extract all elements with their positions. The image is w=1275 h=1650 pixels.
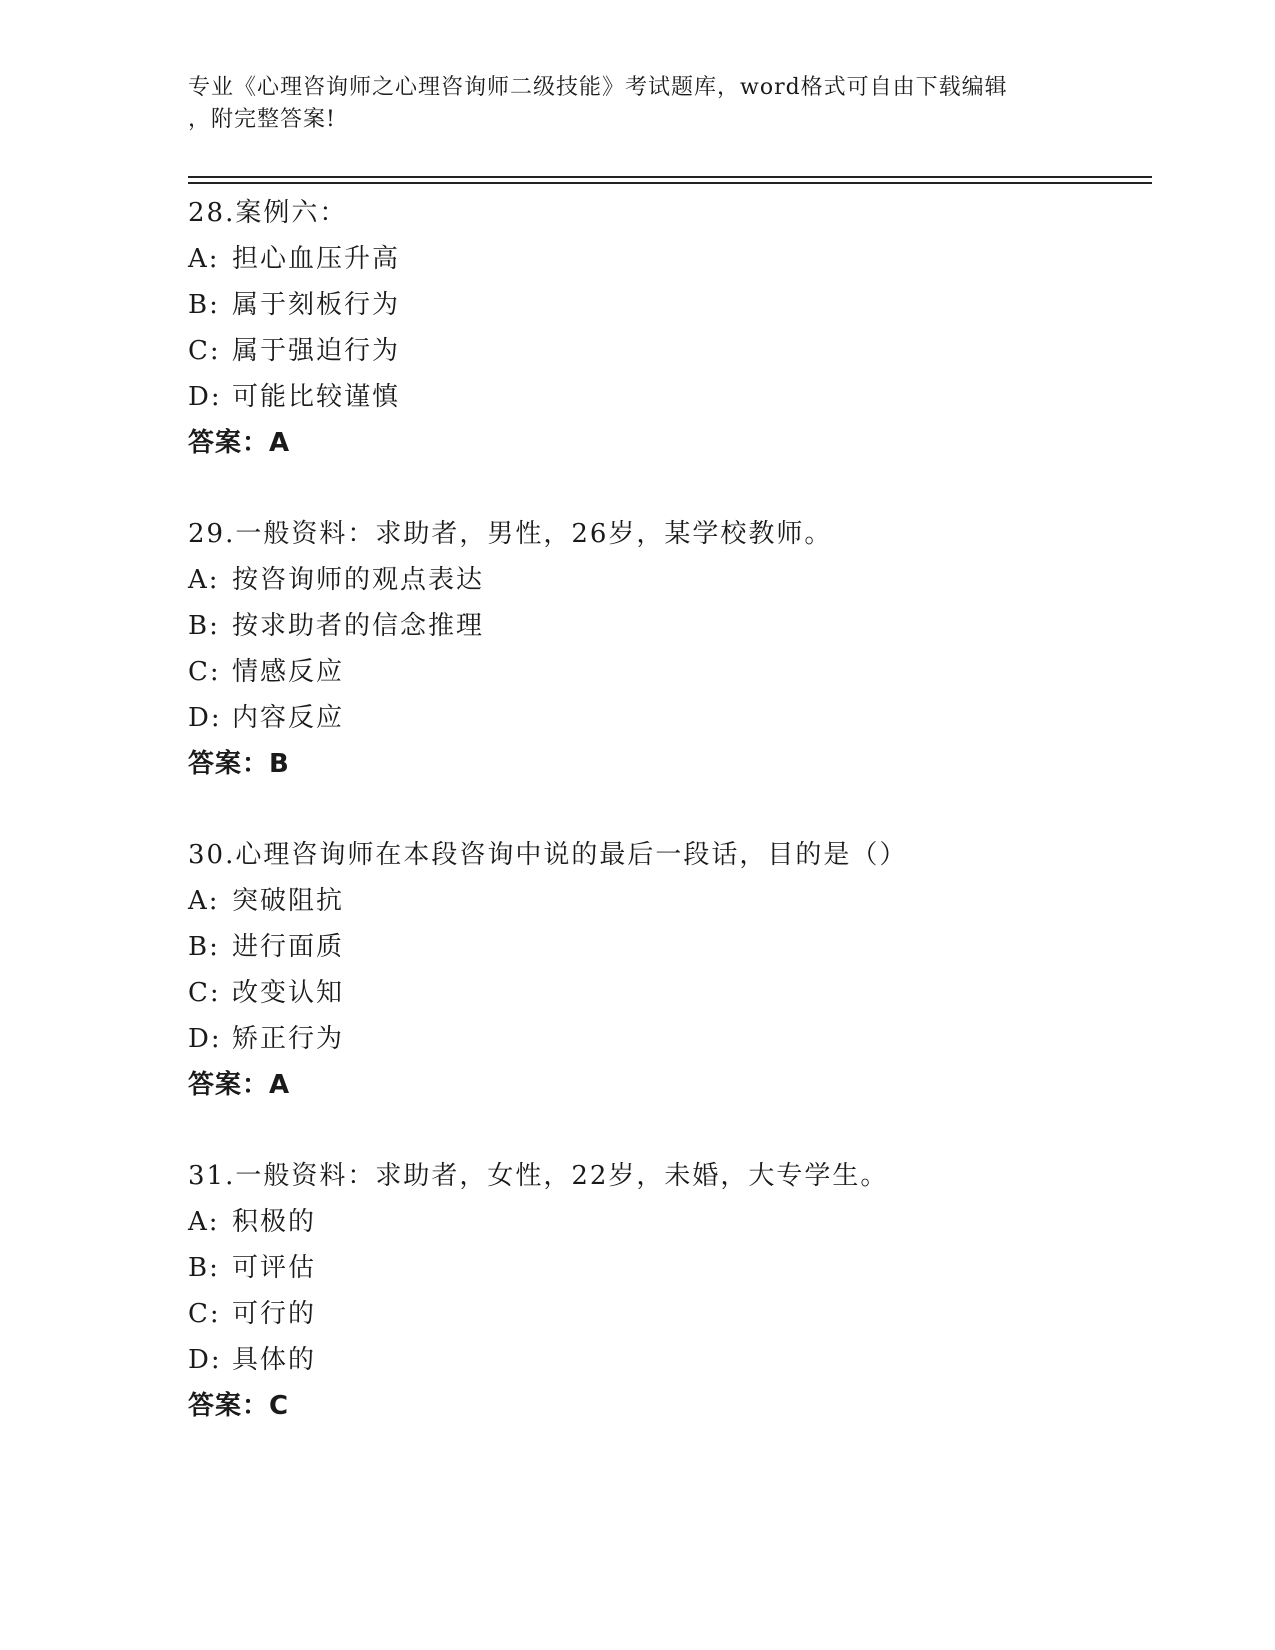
header-line-2: ，附完整答案! xyxy=(188,107,336,132)
option-text: 情感反应 xyxy=(232,657,345,687)
option-d xyxy=(188,1337,1148,1383)
option-a xyxy=(188,1199,1148,1245)
option-letter: C: xyxy=(188,1299,221,1329)
option-text: 按求助者的信念推理 xyxy=(232,611,485,641)
option-b xyxy=(188,924,1148,970)
option-c xyxy=(188,649,1148,695)
option-letter: B: xyxy=(188,611,220,641)
option-letter: B: xyxy=(188,932,220,962)
option-b xyxy=(188,603,1148,649)
option-a xyxy=(188,236,1148,282)
option-text: 内容反应 xyxy=(232,703,345,733)
option-text: 可评估 xyxy=(232,1253,317,1283)
option-text: 积极的 xyxy=(232,1207,317,1237)
option-text: 进行面质 xyxy=(232,932,345,962)
header-line-1: 专业《心理咨询师之心理咨询师二级技能》考试题库，word格式可自由下载编辑 xyxy=(188,75,1008,100)
answer-line: 答案：A xyxy=(188,1070,291,1100)
option-letter: A: xyxy=(188,886,220,916)
option-b xyxy=(188,1245,1148,1291)
answer-line: 答案：A xyxy=(188,428,291,458)
option-letter: B: xyxy=(188,290,220,320)
option-text: 具体的 xyxy=(232,1345,317,1375)
option-text: 矫正行为 xyxy=(232,1024,345,1054)
option-a xyxy=(188,878,1148,924)
option-text: 按咨询师的观点表达 xyxy=(232,565,485,595)
option-letter: D: xyxy=(188,1345,222,1375)
option-letter: C: xyxy=(188,336,221,366)
option-letter: D: xyxy=(188,703,222,733)
question-29 xyxy=(188,511,1148,787)
answer-line: 答案：C xyxy=(188,1391,290,1421)
option-text: 可行的 xyxy=(232,1299,317,1329)
document-header xyxy=(188,72,1088,136)
question-31 xyxy=(188,1153,1148,1429)
option-b xyxy=(188,282,1148,328)
option-c xyxy=(188,328,1148,374)
question-title: 30.心理咨询师在本段咨询中说的最后一段话，目的是（） xyxy=(188,840,908,870)
option-letter: B: xyxy=(188,1253,220,1283)
option-text: 改变认知 xyxy=(232,978,345,1008)
question-30 xyxy=(188,832,1148,1108)
option-text: 突破阻抗 xyxy=(232,886,345,916)
option-text: 担心血压升高 xyxy=(232,244,401,274)
option-letter: C: xyxy=(188,657,221,687)
option-letter: D: xyxy=(188,1024,222,1054)
option-c xyxy=(188,970,1148,1016)
option-text: 属于刻板行为 xyxy=(232,290,401,320)
header-divider-bottom xyxy=(188,182,1152,184)
option-c xyxy=(188,1291,1148,1337)
question-28 xyxy=(188,190,1148,466)
header-divider-top xyxy=(188,176,1152,178)
option-letter: C: xyxy=(188,978,221,1008)
question-title: 31.一般资料：求助者，女性，22岁，未婚，大专学生。 xyxy=(188,1161,889,1191)
question-title: 29.一般资料：求助者，男性，26岁，某学校教师。 xyxy=(188,519,833,549)
answer-line: 答案：B xyxy=(188,749,290,779)
option-d xyxy=(188,1016,1148,1062)
option-letter: A: xyxy=(188,244,220,274)
option-letter: A: xyxy=(188,1207,220,1237)
option-letter: A: xyxy=(188,565,220,595)
option-d xyxy=(188,695,1148,741)
option-text: 可能比较谨慎 xyxy=(232,382,401,412)
option-d xyxy=(188,374,1148,420)
option-letter: D: xyxy=(188,382,222,412)
option-text: 属于强迫行为 xyxy=(232,336,401,366)
option-a xyxy=(188,557,1148,603)
question-title: 28.案例六： xyxy=(188,198,348,228)
question-list xyxy=(188,190,1148,1474)
